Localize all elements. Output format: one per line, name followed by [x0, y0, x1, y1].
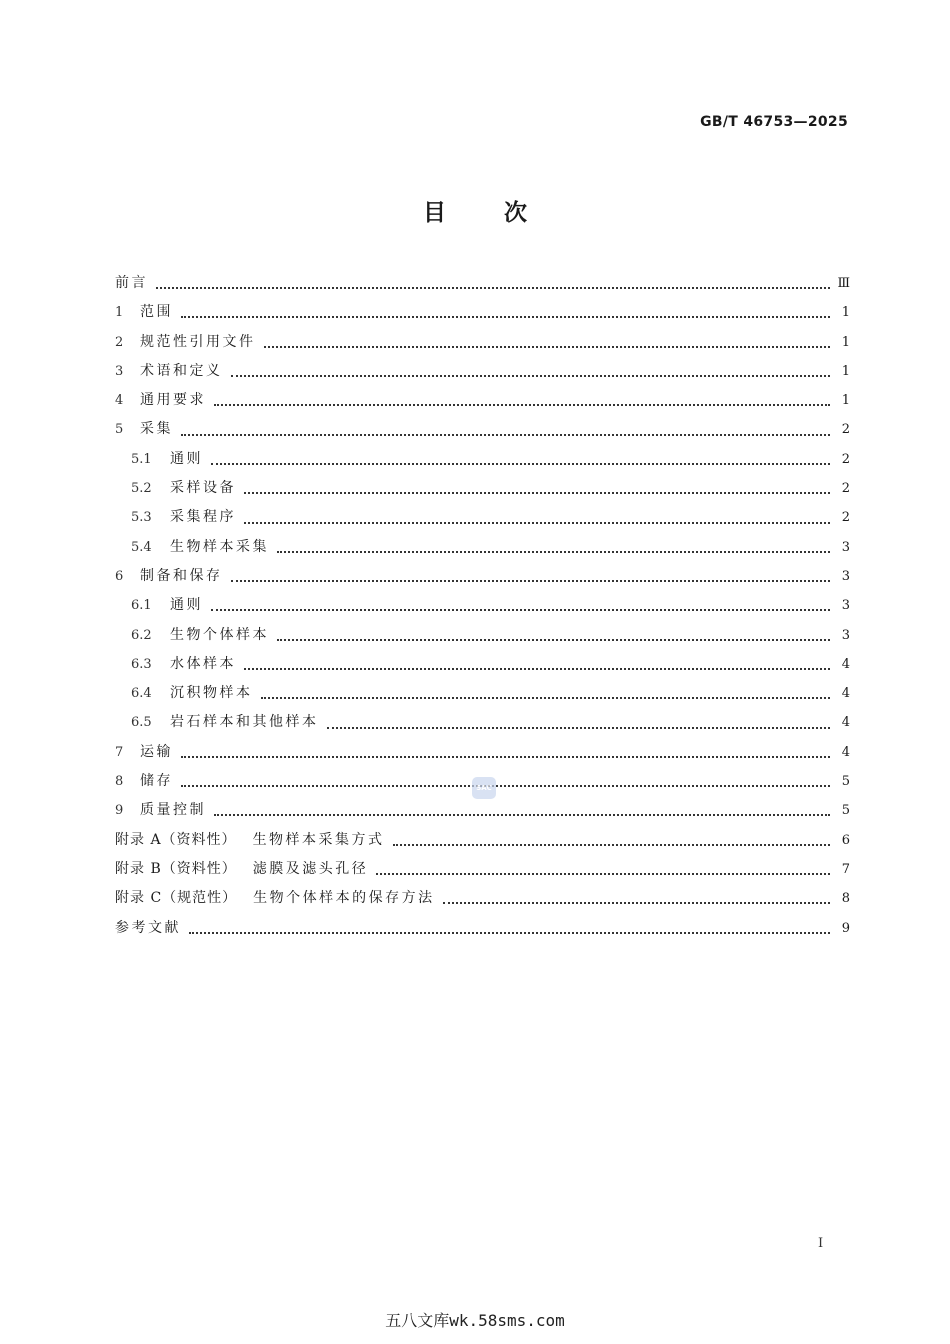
- dot-leader: [211, 608, 830, 611]
- toc-entry-page: 3: [841, 598, 850, 614]
- dot-leader: [214, 813, 830, 816]
- toc-entry-number: 5.2: [131, 481, 152, 497]
- toc-entry-number: 3: [115, 363, 124, 379]
- toc-entry-number: 8: [115, 774, 124, 790]
- toc-entry-page: 9: [841, 920, 850, 936]
- title-char-2: 次: [504, 200, 527, 226]
- toc-entry-number: 9: [115, 803, 124, 819]
- toc-entry-page: 1: [841, 393, 850, 409]
- toc-entry[interactable]: [115, 826, 850, 855]
- toc-entry-label: 参考文献: [115, 919, 181, 936]
- toc-entry-number: 5.3: [131, 510, 152, 526]
- toc-entry-label: 采样设备: [170, 480, 236, 497]
- dot-leader: [181, 784, 830, 787]
- toc-entry-number: 4: [115, 393, 124, 409]
- toc-entry[interactable]: [115, 328, 850, 357]
- toc-entry-page: 8: [841, 891, 850, 907]
- toc-entry[interactable]: [115, 914, 850, 943]
- toc-entry-page: 4: [841, 656, 850, 672]
- toc-entry-page: 2: [841, 451, 850, 467]
- toc-entry[interactable]: [115, 503, 850, 532]
- toc-entry-label: 范围: [140, 304, 173, 321]
- toc-entry-label: 质量控制: [140, 802, 206, 819]
- dot-leader: [211, 462, 830, 465]
- toc-appendix-prefix: 附录 A（资料性）: [115, 831, 237, 848]
- toc-entry-number: 1: [115, 305, 124, 321]
- toc-entry-page: 4: [841, 715, 850, 731]
- page-title: [0, 194, 950, 227]
- toc-entry-page: 2: [841, 481, 850, 497]
- toc-entry[interactable]: [115, 591, 850, 620]
- dot-leader: [156, 286, 830, 289]
- toc-entry[interactable]: [115, 708, 850, 737]
- toc-entry-page: 4: [841, 744, 850, 760]
- toc-entry-page: 3: [841, 539, 850, 555]
- toc-entry-number: 5.4: [131, 539, 152, 555]
- dot-leader: [181, 315, 830, 318]
- page-number: I: [818, 1236, 824, 1251]
- toc-entry-label: 采集程序: [170, 509, 236, 526]
- toc-entry-page: 1: [841, 334, 850, 350]
- toc-entry-label: 生物样本采集: [170, 538, 269, 555]
- toc-entry-page: 5: [841, 803, 850, 819]
- toc-entry[interactable]: [115, 357, 850, 386]
- dot-leader: [181, 433, 830, 436]
- title-char-1: 目: [423, 200, 446, 226]
- dot-leader: [244, 491, 830, 494]
- dot-leader: [214, 403, 830, 406]
- dot-leader: [244, 667, 830, 670]
- toc-entry-page: 5: [841, 774, 850, 790]
- dot-leader: [264, 345, 831, 348]
- sac-watermark-logo: SAC: [472, 777, 496, 799]
- toc-entry-label: 滤膜及滤头孔径: [252, 860, 369, 877]
- toc-entry-page: 7: [841, 861, 850, 877]
- toc-entry[interactable]: [115, 533, 850, 562]
- dot-leader: [189, 931, 830, 934]
- toc-entry[interactable]: [115, 796, 850, 825]
- toc-entry[interactable]: [115, 415, 850, 444]
- dot-leader: [393, 843, 830, 846]
- toc-entry-number: 6.5: [131, 715, 152, 731]
- toc-entry[interactable]: [115, 738, 850, 767]
- toc-entry-label: 沉积物样本: [170, 685, 253, 702]
- toc-entry-label: 生物样本采集方式: [252, 831, 385, 848]
- toc-entry-label: 生物个体样本的保存方法: [253, 890, 435, 907]
- toc-entry[interactable]: [115, 650, 850, 679]
- toc-entry-number: 5.1: [131, 451, 152, 467]
- site-footer-text: 五八文库wk.58sms.com: [385, 1311, 565, 1330]
- toc-entry-number: 2: [115, 334, 124, 350]
- toc-entry-number: 7: [115, 744, 124, 760]
- toc-entry-label: 生物个体样本: [170, 626, 269, 643]
- toc-entry-number: 6.2: [131, 627, 152, 643]
- toc-entry-label: 术语和定义: [140, 362, 223, 379]
- toc-entry-label: 通用要求: [140, 392, 206, 409]
- toc-entry-page: 1: [841, 305, 850, 321]
- toc-entry-label: 规范性引用文件: [140, 333, 256, 350]
- table-of-contents: [115, 269, 850, 943]
- toc-entry[interactable]: [115, 298, 850, 327]
- dot-leader: [277, 550, 830, 553]
- toc-entry[interactable]: [115, 445, 850, 474]
- toc-entry-page: 6: [841, 832, 850, 848]
- toc-entry-label: 制备和保存: [140, 567, 223, 584]
- dot-leader: [244, 521, 830, 524]
- dot-leader: [261, 696, 831, 699]
- toc-entry-label: 储存: [140, 773, 173, 790]
- toc-entry-page: 2: [841, 510, 850, 526]
- toc-entry-number: 6.4: [131, 686, 152, 702]
- toc-entry-label: 通则: [170, 450, 203, 467]
- toc-entry[interactable]: [115, 679, 850, 708]
- dot-leader: [181, 755, 830, 758]
- toc-entry-label: 通则: [170, 597, 203, 614]
- toc-entry-number: 6.3: [131, 656, 152, 672]
- toc-entry[interactable]: [115, 386, 850, 415]
- dot-leader: [376, 872, 830, 875]
- toc-entry[interactable]: [115, 621, 850, 650]
- standard-code: GB/T 46753—2025: [700, 114, 848, 130]
- toc-entry-page: 4: [841, 686, 850, 702]
- toc-entry[interactable]: [115, 855, 850, 884]
- toc-appendix-prefix: 附录 B（资料性）: [115, 860, 237, 877]
- dot-leader: [443, 901, 830, 904]
- toc-entry-label: 采集: [140, 421, 173, 438]
- dot-leader: [231, 579, 831, 582]
- toc-appendix-prefix: 附录 C（规范性）: [115, 890, 238, 907]
- toc-entry[interactable]: [115, 884, 850, 913]
- toc-entry-page: 2: [841, 422, 850, 438]
- toc-entry[interactable]: [115, 562, 850, 591]
- toc-entry-page: Ⅲ: [837, 276, 850, 291]
- toc-entry-label: 前言: [115, 275, 148, 291]
- toc-entry-page: 3: [841, 568, 850, 584]
- toc-entry-number: 5: [115, 422, 124, 438]
- toc-entry[interactable]: [115, 474, 850, 503]
- dot-leader: [277, 638, 830, 641]
- dot-leader: [327, 726, 831, 729]
- toc-entry-page: 1: [841, 363, 850, 379]
- toc-entry-label: 运输: [140, 743, 173, 760]
- toc-entry-label: 水体样本: [170, 655, 236, 672]
- toc-entry-number: 6.1: [131, 598, 152, 614]
- toc-entry-number: 6: [115, 568, 124, 584]
- toc-entry[interactable]: [115, 269, 850, 298]
- toc-entry-label: 岩石样本和其他样本: [170, 714, 319, 731]
- dot-leader: [231, 374, 831, 377]
- toc-entry-page: 3: [841, 627, 850, 643]
